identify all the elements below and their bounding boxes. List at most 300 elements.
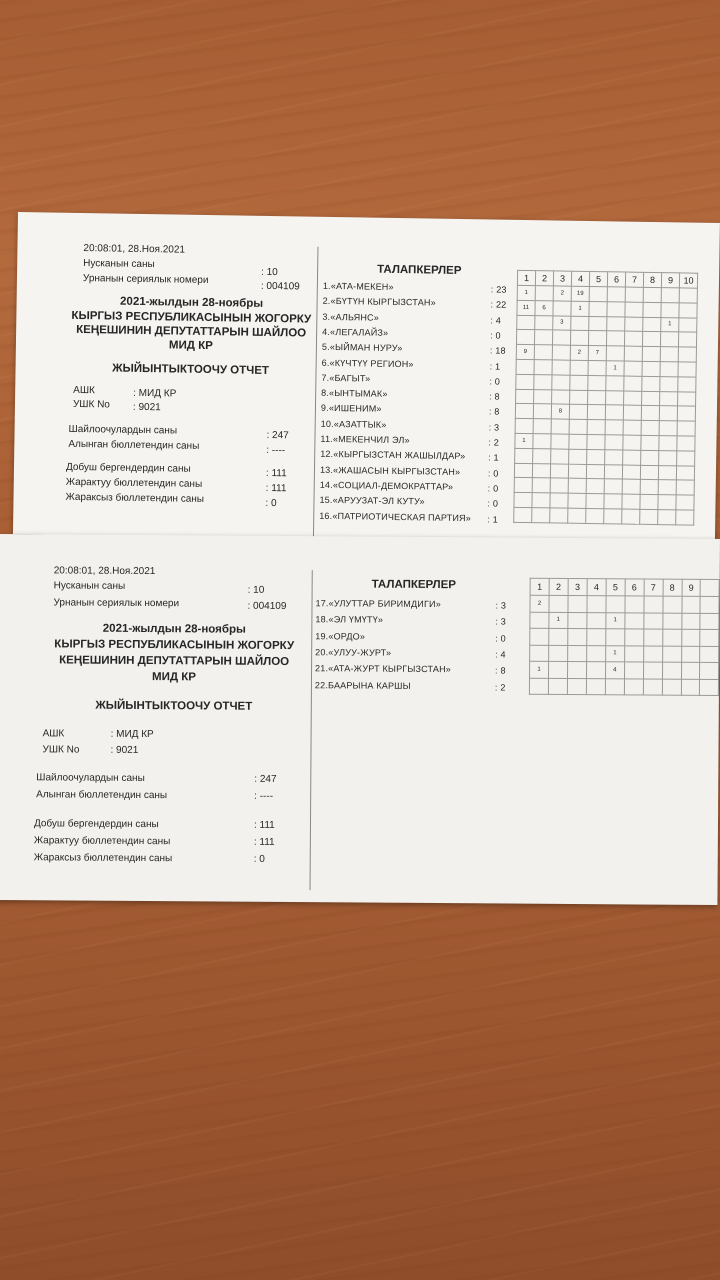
grid-cell: [604, 509, 622, 524]
grid-cell: [623, 420, 641, 435]
grid-cell: [570, 375, 588, 390]
grid-cell: 1: [530, 661, 549, 678]
ushk-value: : 9021: [110, 744, 139, 756]
grid-cell: 1: [571, 301, 589, 316]
grid-cell: [586, 479, 604, 494]
grid-cell: [569, 449, 587, 464]
grid-cell: [624, 361, 642, 376]
grid-cell: [660, 376, 678, 391]
invalid-value: : 0: [253, 853, 265, 865]
voted-label: Добуш бергендердин саны: [65, 461, 191, 475]
grid-cell: [550, 478, 568, 493]
grid-cell: [570, 390, 588, 405]
grid-cell: [662, 613, 681, 630]
candidate-name: 8.«ЫНТЫМАК»: [321, 387, 388, 399]
grid-header-cell: 7: [644, 579, 663, 596]
grid-cell: 2: [553, 286, 571, 301]
election-title-line1: КЫРГЫЗ РЕСПУБЛИКАСЫНЫН ЖОГОРКУ: [71, 309, 312, 326]
grid-cell: [676, 480, 694, 495]
grid-cell: [658, 465, 676, 480]
grid-cell: [677, 436, 695, 451]
grid-cell: [679, 317, 697, 332]
grid-cell: [644, 596, 663, 613]
column-divider: [313, 247, 319, 537]
grid-cell: [534, 389, 552, 404]
candidate-votes: : 0: [489, 376, 501, 387]
timestamp: 20:08:01, 28.Ноя.2021: [53, 565, 156, 578]
grid-cell: [640, 494, 658, 509]
voters-value: : 247: [254, 773, 277, 785]
grid-cell: [567, 678, 586, 695]
grid-cell: [533, 419, 551, 434]
election-title-line3: МИД КР: [168, 339, 213, 353]
grid-cell: [605, 678, 624, 695]
grid-cell: [662, 646, 681, 663]
grid-cell: [659, 406, 677, 421]
grid-cell: [658, 510, 676, 525]
candidate-name: 20.«УЛУУ-ЖУРТ»: [315, 647, 392, 658]
grid-cell: [605, 629, 624, 646]
grid-cell: [662, 679, 681, 696]
ushk-label: УШК No: [42, 744, 80, 756]
grid-header-cell: 10: [679, 273, 697, 288]
candidate-name: 16.«ПАТРИОТИЧЕСКАЯ ПАРТИЯ»: [319, 510, 472, 523]
voters-label: Шайлоочулардын саны: [68, 423, 178, 437]
candidate-votes: : 3: [495, 616, 507, 627]
candidate-votes: : 22: [490, 299, 507, 310]
grid-cell: [661, 288, 679, 303]
candidate-name: 19.«ОРДО»: [315, 630, 366, 642]
candidate-votes: : 3: [488, 422, 500, 433]
grid-cell: [622, 465, 640, 480]
grid-header-cell: 5: [606, 579, 625, 596]
election-date-title: 2021-жылдын 28-ноябры: [119, 295, 264, 310]
grid-cell: [700, 646, 719, 663]
grid-cell: [516, 389, 534, 404]
report-title: ЖЫЙЫНТЫКТООЧУ ОТЧЕТ: [95, 699, 253, 713]
grid-cell: [681, 646, 700, 663]
receipt-bottom: [0, 534, 720, 905]
grid-cell: [529, 678, 548, 695]
received-label: Алынган бюллетендин саны: [68, 438, 200, 452]
invalid-value: : 0: [265, 497, 277, 510]
grid-cell: [625, 612, 644, 629]
grid-cell: [678, 362, 696, 377]
grid-cell: [640, 465, 658, 480]
grid-cell: [586, 645, 605, 662]
grid-cell: [624, 629, 643, 646]
timestamp: 20:08:01, 28.Ноя.2021: [83, 243, 186, 256]
grid-cell: [623, 450, 641, 465]
grid-cell: [659, 436, 677, 451]
candidate-name: 5.«ЫЙМАН НУРУ»: [321, 341, 403, 354]
grid-header-cell: 9: [682, 579, 701, 596]
grid-cell: [514, 463, 532, 478]
candidate-name: 18.«ЭЛ ҮМҮТҮ»: [315, 614, 384, 625]
grid-cell: [643, 317, 661, 332]
copies-label: Нусканын саны: [53, 580, 126, 592]
candidate-name: 2.«БҮТҮН КЫРГЫЗСТАН»: [322, 296, 436, 308]
grid-cell: [623, 405, 641, 420]
grid-cell: 2: [530, 595, 549, 612]
grid-cell: [604, 464, 622, 479]
grid-cell: [678, 391, 696, 406]
grid-cell: [514, 478, 532, 493]
copies-label: Нусканын саны: [83, 258, 155, 271]
candidate-name: 4.«ЛЕГАЛАЙЗ»: [322, 326, 389, 338]
grid-cell: [643, 678, 662, 695]
grid-cell: [658, 480, 676, 495]
grid-cell: [625, 302, 643, 317]
grid-cell: [588, 360, 606, 375]
grid-cell: [676, 510, 694, 525]
grid-cell: 7: [588, 346, 606, 361]
grid-header-cell: [701, 579, 720, 596]
grid-cell: [625, 317, 643, 332]
candidate-name: 14.«СОЦИАЛ-ДЕМОКРАТТАР»: [319, 479, 454, 492]
grid-cell: [606, 376, 624, 391]
grid-header-cell: 3: [553, 271, 571, 286]
grid-cell: [643, 662, 662, 679]
ushk-value: : 9021: [132, 401, 161, 414]
grid-cell: [607, 302, 625, 317]
valid-label: Жарактуу бюллетендин саны: [65, 476, 203, 490]
grid-cell: [700, 679, 719, 696]
grid-header-cell: 1: [530, 578, 549, 595]
grid-cell: [586, 508, 604, 523]
grid-cell: [587, 420, 605, 435]
grid-cell: [551, 449, 569, 464]
grid-cell: [678, 332, 696, 347]
grid-cell: [660, 362, 678, 377]
candidate-votes: : 18: [489, 345, 506, 356]
grid-cell: [643, 302, 661, 317]
grid-cell: [532, 508, 550, 523]
candidate-name: 22.БААРЫНА КАРШЫ: [314, 679, 411, 691]
grid-header-cell: 8: [643, 272, 661, 287]
candidate-name: 3.«АЛЬЯНС»: [322, 311, 380, 323]
grid-cell: [569, 419, 587, 434]
grid-header-cell: 6: [625, 579, 644, 596]
grid-cell: [568, 464, 586, 479]
grid-cell: 6: [535, 300, 553, 315]
grid-cell: 1: [515, 433, 533, 448]
grid-cell: [553, 301, 571, 316]
grid-cell: [514, 492, 532, 507]
candidate-votes: : 2: [488, 437, 500, 448]
grid-cell: [643, 645, 662, 662]
grid-cell: [587, 434, 605, 449]
grid-cell: [681, 629, 700, 646]
grid-cell: [587, 405, 605, 420]
voters-value: : 247: [266, 429, 289, 442]
grid-cell: [516, 374, 534, 389]
grid-cell: [549, 628, 568, 645]
grid-cell: [534, 360, 552, 375]
grid-cell: [624, 346, 642, 361]
grid-cell: [641, 435, 659, 450]
candidate-name: 6.«КҮЧТҮҮ РЕГИОН»: [321, 357, 414, 369]
grid-cell: [533, 448, 551, 463]
grid-cell: [567, 661, 586, 678]
grid-cell: [624, 391, 642, 406]
grid-cell: [681, 596, 700, 613]
grid-cell: [568, 628, 587, 645]
candidate-votes: : 0: [490, 330, 501, 341]
grid-cell: [663, 596, 682, 613]
grid-cell: [586, 678, 605, 695]
grid-cell: [625, 596, 644, 613]
grid-header-cell: 6: [607, 272, 625, 287]
grid-cell: 1: [517, 285, 535, 300]
grid-cell: [679, 303, 697, 318]
candidate-votes: : 0: [487, 498, 499, 509]
grid-cell: 8: [551, 404, 569, 419]
candidate-name: 12.«КЫРГЫЗСТАН ЖАШЫЛДАР»: [320, 449, 466, 462]
grid-cell: 3: [553, 316, 571, 331]
grid-header-cell: 4: [571, 271, 589, 286]
grid-cell: [548, 661, 567, 678]
grid-cell: 1: [661, 317, 679, 332]
grid-cell: [624, 678, 643, 695]
grid-cell: [681, 679, 700, 696]
grid-cell: [659, 450, 677, 465]
candidate-votes: : 3: [495, 600, 507, 611]
receipt-top: [13, 212, 720, 545]
candidate-name: 15.«АРУУЗАТ-ЭЛ КУТУ»: [319, 494, 425, 507]
candidates-header: ТАЛАПКЕРЛЕР: [377, 263, 462, 277]
grid-cell: [642, 376, 660, 391]
grid-cell: [640, 480, 658, 495]
grid-cell: [677, 421, 695, 436]
grid-cell: [678, 347, 696, 362]
candidate-votes: : 1: [487, 513, 498, 525]
grid-cell: [681, 613, 700, 630]
grid-cell: [567, 645, 586, 662]
candidate-votes: : 0: [487, 483, 499, 494]
grid-cell: [549, 595, 568, 612]
grid-header-cell: 7: [625, 272, 643, 287]
grid-cell: [550, 463, 568, 478]
grid-cell: [571, 316, 589, 331]
grid-cell: [568, 612, 587, 629]
grid-cell: [586, 464, 604, 479]
grid-cell: [624, 331, 642, 346]
candidate-votes: : 0: [495, 633, 506, 644]
grid-header-cell: 3: [568, 578, 587, 595]
grid-cell: [548, 678, 567, 695]
grid-cell: [530, 645, 549, 662]
voted-value: : 111: [265, 467, 287, 480]
grid-cell: [606, 346, 624, 361]
grid-cell: 1: [549, 612, 568, 629]
election-title-line2: КЕҢЕШИНИН ДЕПУТАТТАРЫН ШАЙЛОО: [59, 654, 290, 669]
invalid-label: Жараксыз бюллетендин саны: [33, 852, 173, 865]
tally-grid: [513, 270, 698, 526]
grid-cell: [700, 596, 719, 613]
grid-cell: [658, 495, 676, 510]
grid-cell: [604, 494, 622, 509]
grid-cell: [622, 479, 640, 494]
grid-cell: [515, 419, 533, 434]
grid-cell: 11: [517, 300, 535, 315]
grid-cell: [660, 332, 678, 347]
grid-cell: [625, 287, 643, 302]
grid-cell: [676, 495, 694, 510]
candidate-votes: : 8: [495, 665, 506, 676]
received-label: Алынган бюллетендин саны: [36, 789, 168, 802]
serial-label: Урнанын сериялык номери: [53, 597, 180, 610]
invalid-label: Жараксыз бюллетендин саны: [65, 491, 205, 505]
grid-cell: [643, 629, 662, 646]
serial-label: Урнанын сериялык номери: [82, 273, 209, 286]
election-title-line1: КЫРГЫЗ РЕСПУБЛИКАСЫНЫН ЖОГОРКУ: [54, 638, 295, 653]
serial-value: : 004109: [260, 280, 300, 293]
grid-cell: [569, 405, 587, 420]
grid-cell: [679, 288, 697, 303]
grid-cell: [514, 507, 532, 522]
grid-cell: [660, 391, 678, 406]
grid-cell: [641, 406, 659, 421]
candidate-name: 7.«БАГЫТ»: [321, 372, 371, 384]
grid-cell: [552, 389, 570, 404]
candidate-votes: : 8: [489, 391, 500, 402]
grid-cell: [681, 662, 700, 679]
voters-label: Шайлоочулардын саны: [36, 772, 145, 785]
grid-cell: [568, 493, 586, 508]
candidate-votes: : 8: [488, 406, 500, 417]
grid-cell: [534, 374, 552, 389]
grid-cell: [587, 596, 606, 613]
grid-header-cell: 2: [549, 578, 568, 595]
grid-cell: [533, 434, 551, 449]
candidate-votes: : 1: [488, 452, 499, 463]
serial-value: : 004109: [247, 600, 287, 613]
grid-cell: [642, 391, 660, 406]
grid-cell: [642, 361, 660, 376]
grid-cell: [530, 628, 549, 645]
grid-cell: [624, 376, 642, 391]
grid-header-cell: 4: [587, 579, 606, 596]
grid-cell: [677, 451, 695, 466]
report-title: ЖЫЙЫНТЫКТООЧУ ОТЧЕТ: [112, 362, 270, 377]
received-value: : ----: [266, 444, 286, 457]
candidate-votes: : 23: [490, 284, 507, 295]
candidate-votes: : 0: [487, 468, 499, 479]
candidate-votes: : 2: [494, 681, 506, 693]
grid-cell: 1: [606, 612, 625, 629]
voted-label: Добуш бергендердин саны: [33, 818, 159, 831]
grid-cell: [606, 596, 625, 613]
grid-cell: 19: [571, 286, 589, 301]
grid-cell: [588, 331, 606, 346]
grid-header-cell: 1: [517, 270, 535, 285]
ashk-value: : МИД КР: [133, 387, 177, 400]
column-divider: [310, 570, 313, 890]
grid-cell: [570, 331, 588, 346]
candidate-votes: : 4: [495, 649, 506, 660]
grid-cell: [551, 434, 569, 449]
grid-header-cell: 9: [661, 273, 679, 288]
grid-cell: [622, 494, 640, 509]
ashk-label: АШК: [73, 384, 95, 397]
grid-cell: [700, 613, 719, 630]
grid-cell: [660, 347, 678, 362]
grid-cell: [517, 315, 535, 330]
grid-cell: [605, 405, 623, 420]
grid-cell: [640, 509, 658, 524]
grid-cell: [534, 330, 552, 345]
grid-cell: [700, 662, 719, 679]
grid-cell: [586, 662, 605, 679]
grid-cell: [570, 360, 588, 375]
grid-cell: [569, 434, 587, 449]
grid-cell: [568, 508, 586, 523]
grid-cell: [515, 404, 533, 419]
grid-cell: 2: [570, 345, 588, 360]
grid-cell: [604, 479, 622, 494]
grid-cell: [589, 316, 607, 331]
grid-cell: [552, 345, 570, 360]
grid-cell: [605, 420, 623, 435]
ashk-value: : МИД КР: [110, 728, 154, 741]
ushk-label: УШК No: [72, 398, 110, 411]
grid-cell: [552, 330, 570, 345]
candidate-name: 21.«АТА-ЖУРТ КЫРГЫЗСТАН»: [315, 663, 452, 675]
received-value: : ----: [254, 790, 274, 802]
valid-value: : 111: [253, 836, 275, 848]
grid-cell: [642, 332, 660, 347]
candidate-votes: : 4: [490, 315, 502, 326]
grid-cell: [642, 347, 660, 362]
grid-header-cell: 8: [663, 579, 682, 596]
grid-cell: [516, 359, 534, 374]
grid-cell: [700, 629, 719, 646]
tally-grid: [529, 578, 720, 696]
grid-cell: [587, 449, 605, 464]
candidate-name: 13.«ЖАШАСЫН КЫРГЫЗСТАН»: [319, 464, 461, 477]
grid-cell: [641, 420, 659, 435]
candidate-name: 1.«АТА-МЕКЕН»: [322, 280, 394, 292]
grid-cell: [549, 645, 568, 662]
grid-cell: [530, 612, 549, 629]
grid-header-cell: 5: [589, 271, 607, 286]
grid-cell: [532, 493, 550, 508]
grid-cell: [661, 302, 679, 317]
grid-cell: [552, 360, 570, 375]
grid-cell: 9: [516, 345, 534, 360]
grid-cell: [606, 390, 624, 405]
grid-cell: [515, 448, 533, 463]
candidate-name: 9.«ИШЕНИМ»: [320, 403, 382, 415]
grid-cell: [587, 629, 606, 646]
grid-cell: [643, 612, 662, 629]
grid-cell: [550, 493, 568, 508]
candidate-name: 17.«УЛУТТАР БИРИМДИГИ»: [315, 598, 441, 610]
grid-cell: [552, 375, 570, 390]
grid-cell: 4: [605, 662, 624, 679]
grid-cell: [589, 301, 607, 316]
grid-cell: [588, 390, 606, 405]
grid-cell: [662, 629, 681, 646]
grid-cell: [641, 450, 659, 465]
grid-cell: [535, 286, 553, 301]
grid-header-cell: 2: [535, 271, 553, 286]
election-title-line2: КЕҢЕШИНИН ДЕПУТАТТАРЫН ШАЙЛОО: [76, 323, 307, 340]
valid-value: : 111: [265, 482, 287, 495]
grid-cell: [643, 287, 661, 302]
grid-cell: [623, 435, 641, 450]
